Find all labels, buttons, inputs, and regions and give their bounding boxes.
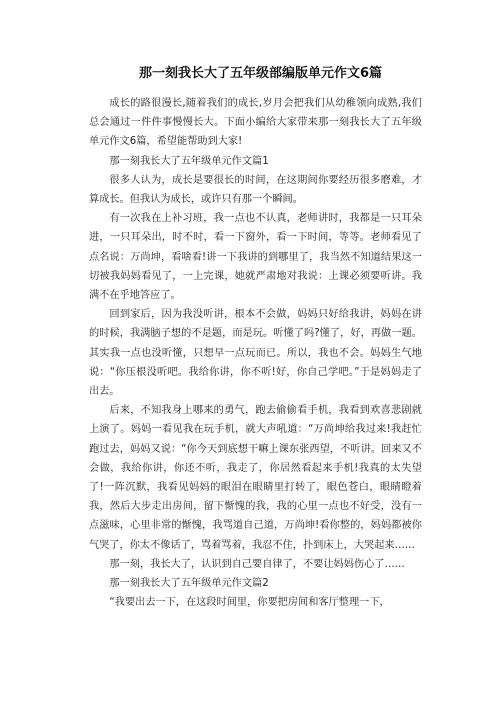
document-title: 那一刻我长大了五年级部编版单元作文6篇 [138, 66, 383, 81]
paragraph-1: 很多人认为，成长是要很长的时间，在这期间你要经历很多磨难，才算成长。但我认为成长，或许只有那一个瞬间。 [89, 174, 422, 206]
paragraph-6: “我要出去一下，在这段时间里，你要把房间和客厅整理一下， [109, 597, 390, 609]
paragraph-2: 有一次我在上补习班，我一点也不认真，老师讲时，我都是一只耳朵进，一只耳朵出，时不时，看一下窗外，看一下时间，等等。老师看见了点名说：万尚坤，看啥看!讲一下我讲的到哪里了，我当然不知道结果这一切被我妈妈看见了，一上完课，她就严肃地对我说：上课必须要听讲。我满不在乎地答应了。 [89, 213, 422, 302]
intro-paragraph: 成长的路很漫长,随着我们的成长,岁月会把我们从幼稚领向成熟,我们总会通过一件件事慢慢长大。下面小编给大家带来那一刻我长大了五年级单元作文6篇，希望能帮助到大家! [89, 98, 422, 148]
paragraph-5: 那一刻，我长大了，认识到自己要自律了，不要让妈妈伤心了…… [109, 558, 405, 570]
paragraph-3: 回到家后，因为我没听讲，根本不会做，妈妈只好给我讲，妈妈在讲的时候，我满脑子想的不是题，而是玩。听懂了吗?懂了，好，再做一题。其实我一点也没听懂，只想早一点玩而已。所以，我也不会。妈妈生气地说：“你压根没听吧。我给你讲，你不听!好，你自己学吧。”于是妈妈走了出去。 [89, 309, 422, 398]
section-heading-2: 那一刻我长大了五年级单元作文篇2 [109, 578, 269, 590]
paragraph-4: 后来，不知我身上哪来的勇气，跑去偷偷看手机，我看到欢喜悲剧就上演了。妈妈一看见我在玩手机，就大声吼道：“万尚坤给我过来!我赶忙跑过去，妈妈又说：“你今天到底想干嘛上课东张西望，不听讲。回来又不会做，我给你讲，你还不听，我走了，你居然看起来手机!我真的太失望了!一阵沉默，我看见妈妈的眼泪在眼睛里打转了，眼色苍白，眼睛瞪着我，然后大步走出房间，留下惭愧的我，我的心里一点也不好受，没有一点滋味，心里非常的惭愧，我骂道自己道，万尚坤!看你整的，妈妈都被你气哭了，你太不像话了，骂着骂着，我忍不住，扑到床上，大哭起来…… [89, 405, 422, 551]
section-heading-1: 那一刻我长大了五年级单元作文篇1 [109, 155, 269, 167]
